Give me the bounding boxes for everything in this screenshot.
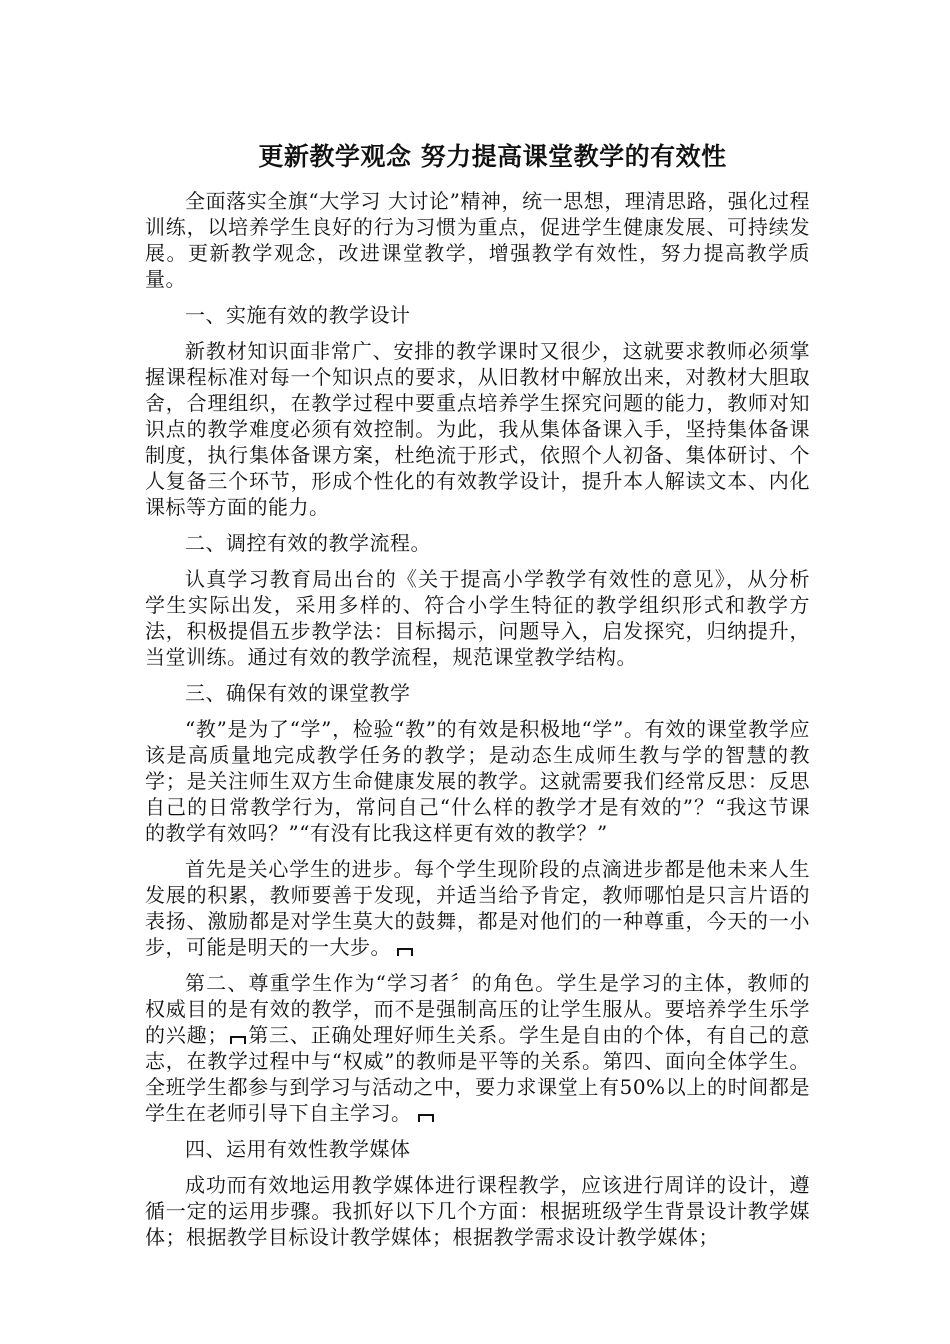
placeholder-mark-icon <box>230 1036 246 1044</box>
section-4-heading: 四、运用有效性教学媒体 <box>185 1137 411 1161</box>
document-content <box>145 140 810 1260</box>
section-3-paragraph-1: “教”是为了“学”，检验“教”的有效是积极地“学”。有效的课堂教学应该是高质量地完成教学任务的教学；是动态生成师生教与学的智慧的教学；是关注师生双方生命健康发展的教学。这就需要我们经常反思：反思自己的日常教学行为，常问自己“什么样的教学才是有效的”？“我这节课的教学有效吗？”“有没有比我这样更有效的教学？” <box>145 717 810 845</box>
placeholder-mark-icon <box>397 948 413 956</box>
section-3-paragraph-2-text: 首先是关心学生的进步。每个学生现阶段的点滴进步都是他未来人生发展的积累，教师要善于发现，并适当给予肯定，教师哪怕是只言片语的表扬、激励都是对学生莫大的鼓舞，都是对他们的一种尊重，今天的一小步，可能是明天的一大步。 <box>145 857 810 959</box>
section-3-paragraph-3 <box>145 970 810 1126</box>
section-1-heading: 一、实施有效的教学设计 <box>185 303 411 327</box>
section-2-paragraph: 认真学习教育局出台的《关于提高小学教学有效性的意见》，从分析学生实际出发，采用多样的、符合小学生特征的教学组织形式和教学方法，积极提倡五步教学法：目标揭示，问题导入，启发探究，归纳提升，当堂训练。通过有效的教学流程，规范课堂教学结构。 <box>145 567 810 669</box>
placeholder-mark-icon <box>418 1114 434 1122</box>
section-3-heading: 三、确保有效的课堂教学 <box>185 681 411 705</box>
intro-paragraph: 全面落实全旗“大学习 大讨论”精神，统一思想，理清思路，强化过程训练，以培养学生良好的行为习惯为重点，促进学生健康发展、可持续发展。更新教学观念，改进课堂教学，增强教学有效性，努力提高教学质量。 <box>145 189 810 291</box>
section-1-paragraph: 新教材知识面非常广、安排的教学课时又很少，这就要求教师必须掌握课程标准对每一个知识点的要求，从旧教材中解放出来，对教材大胆取舍，合理组织，在教学过程中要重点培养学生探究问题的能力，教师对知识点的教学难度必须有效控制。为此，我从集体备课入手，坚持集体备课制度，执行集体备课方案，杜绝流于形式，依照个人初备、集体研讨、个人复备三个环节，形成个性化的有效教学设计，提升本人解读文本、内化课标等方面的能力。 <box>145 339 810 519</box>
section-2-heading: 二、调控有效的教学流程。 <box>185 531 431 555</box>
section-4-paragraph: 成功而有效地运用教学媒体进行课程教学，应该进行周详的设计，遵循一定的运用步骤。我抓好以下几个方面：根据班级学生背景设计教学媒体；根据教学目标设计教学媒体；根据教学需求设计教学媒体； <box>145 1173 810 1249</box>
document-title: 更新教学观念 努力提高课堂教学的有效性 <box>258 142 727 171</box>
section-3-paragraph-3-text-a: 第二、尊重学生作为“学习者〞的角色。学生是学习的主体，教师的权威目的是有效的教学，而不是强制高压的让学生服从。要培养学生乐学的兴趣； <box>145 971 810 1047</box>
section-3-paragraph-2 <box>145 856 810 960</box>
section-3-paragraph-3-text-b: 第三、正确处理好师生关系。学生是自由的个体，有自己的意志，在教学过程中与“权威”的教师是平等的关系。第四、面向全体学生。全班学生都参与到学习与活动之中，要力求课堂上有50%以上的时间都是学生在老师引导下自主学习。 <box>145 1023 811 1125</box>
